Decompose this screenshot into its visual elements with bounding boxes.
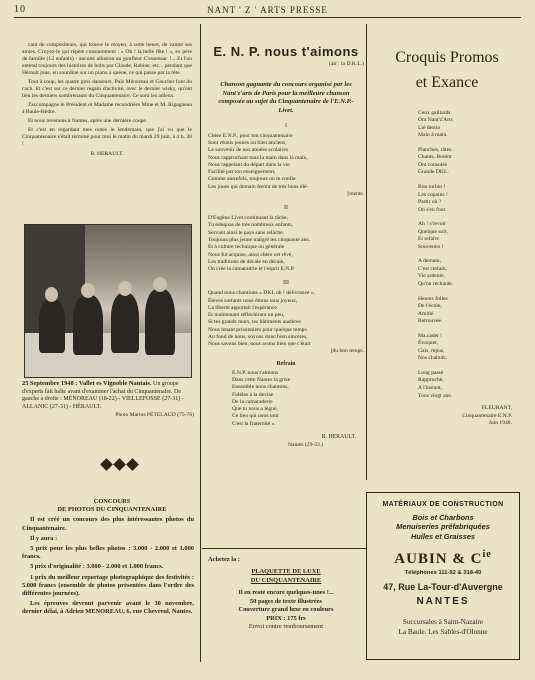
- photo-caption: [22, 380, 194, 419]
- poem-body: Ceux gaillards Ont Nant'z'Arts Lié destin Main à main. Planches, râtes. Chants, Boulot Ont consolés Grande DKL. Bon turbin ! Les copains ! Partir où ? On s'en fout. Ah ! s'revoir Quelque soir, Et refaire Souvenirs ! A demain, C'est certain, Vie ardente, Qu'on rechante. Heures folles De l'école, Amitié Retrouvée. Ma.cadet ! Évoquer, Gais, repus, Nos chahuts. Long passé Rapproché, A l'instant, Tous vingt ans.: [418, 109, 454, 399]
- photo-contest: [22, 498, 194, 618]
- plaquette-title: PLAQUETTE DE LUXE: [251, 568, 321, 576]
- article-paragraph: Et nous revenons à Nantes, après une dernière coupe.: [28, 117, 148, 124]
- plaquette-line: 50 pages de texte illustrées: [249, 597, 323, 605]
- song-signature: R. HERAULT.: [321, 433, 356, 440]
- page-number: 10: [14, 4, 26, 15]
- ad-address: 47, Rue La-Tour-d'Auvergne: [383, 581, 503, 592]
- croquis-poem: [370, 46, 524, 428]
- refrain: E.N.P. nous t'aimons Dans cette Nantes la grise Ensemble nous chantons, Fidèles à la devise De la camaraderie Que tu nous a légué, Ce lien qui nous unit C'est la fraternité ».: [232, 369, 291, 427]
- ad-city: NANTES: [416, 595, 470, 607]
- contest-paragraph: Les épreuves devront parvenir avant le 30 novembre, dernier délai, à Adrien MENOREAU, 6, rue Chevreul, Nantes.: [22, 600, 194, 616]
- song-article: [208, 44, 364, 448]
- article-paragraph: cant de compositeurs, qui trouve le moyen, à cette heure, de vanter ses amies. Croyez-le qui répète constamment : « Oh ! la belle fête ! », ex père de famille (12 enfants) - aucune allusion au gonfleur C'essensac !... Et l'on entend toujours des histoires de bobs par Claude, Rabine, etc... pendant que Hérault joue, en sourdine sur un piano à queue, ce qui passe par la tête.: [22, 42, 192, 76]
- group-photo: [24, 224, 192, 378]
- ad-brand: AUBIN & $C^{ie}$: [394, 548, 492, 567]
- poem-signature: FLEURANT, Cinquantenaire E.N.P. Juin 1948.: [462, 405, 512, 427]
- plaquette-price: PRIX : 175 frs: [266, 614, 306, 622]
- refrain-title: Refrain: [276, 360, 296, 367]
- article-paragraph: Et c'est en regardant mes notes le lendemain, que j'ai vu que le Cinquantenaire s'était terminé pour moi le matin du mardi 29 juin, à 4 h. 30 !: [22, 126, 192, 147]
- contest-paragraph: Il est créé un concours des plus intéressantes photos du Cinquantenaire.: [22, 516, 194, 532]
- verse-2: D'Eugène Livet continuant la tâche, Tu éduquas de très nombreux enfants, Servant ainsi le pays sans relâche. Toujours plus jeune malgré tes cinquante ans. Et à culture technique ou générale Nous fut acquise, ainsi chère cet rêvé, Les traditions de décale en décale, On crée la camaradrie et l'esprit E.N.P.: [208, 215, 310, 273]
- poem-title: Croquis Promos: [395, 49, 499, 66]
- article-paragraph: J'accompagne le Président et Madame recondrière Mme et M. Rigagneau à Baule-Hedre.: [22, 101, 192, 115]
- column-divider-right: [366, 24, 367, 480]
- song-intro: Chanson gagnante du concours organisé par les Nant'z'arts de Paris pour la meilleure chanson composée au sujet du Cinquantenaire de l'E.N.P.-Livet.: [218, 81, 354, 115]
- article-paragraph: Tout à coup, les quatre gros danseurs, Puis Ménoreau et Gaucher font du cach. Et c'est sur ce dernier regain d'activité, avec le dernier wisky, qu'ont lieu les derniers sombrenauts du Cinquantenaire. Ce sont les adieux.: [22, 78, 192, 99]
- column-divider-left: [200, 24, 201, 662]
- song-title: E. N. P. nous t'aimons: [213, 44, 359, 59]
- verse-1: Chère E.N.P., pour ton cinquantenaire Sont réunis jeunes ou bien anciens, Le souvenir de nos années scolaires Nous rapprochant tous la main dans la main, Nous rappelant du départ dans la vie Facilité par ton enseignement, Comme autrefois, toujours on te confie Les joues qui demain feront de très bons élé- [ments.: [208, 132, 364, 197]
- caption-headline: 25 Septembre 1948 : Vallet es Vignoble Nantais.: [22, 380, 152, 387]
- contest-paragraph: Il y aura :: [30, 534, 58, 542]
- header-rule: [14, 17, 521, 18]
- article-continuation: [22, 42, 192, 166]
- contest-title: CONCOURS: [93, 498, 131, 505]
- section-rule: [202, 548, 366, 549]
- caption-body: Un groupe d'experts fait halte avant d'examiner l'achat du Cinquantenaire. De gauche à droite : MÉNOREAU (18-22) - VIELLEFOSSE (27-31) - ALLANIC (27-31) - HÉRAULT.: [22, 381, 184, 411]
- diamond-ornament-icon: [98, 460, 142, 470]
- ad-phone: Téléphones 111-92 & 318-40: [404, 569, 482, 576]
- contest-paragraph: 3 prix d'originalité : 3.000 - 2.000 et 1.000 francs.: [30, 563, 164, 571]
- contest-paragraph: 3 prix pour les plus belles photos : 3.000 - 2.000 et 1.000 francs.: [22, 544, 194, 561]
- plaquette-line: Couverture grand luxe en couleurs: [238, 606, 334, 614]
- plaquette-line: Il en reste encore quelques-unes !...: [238, 589, 334, 597]
- photo-credit: Photo Marius PÉTELAUD (75-76): [115, 411, 194, 418]
- ad-products: Bois et Charbons Menuiseries préfabriquées Huiles et Graisses: [396, 513, 490, 541]
- verse-number: I: [285, 122, 287, 129]
- contest-subtitle: DE PHOTOS DU CINQUANTENAIRE: [57, 506, 167, 514]
- poem-subtitle: et Exance: [415, 73, 479, 91]
- publication-title: NANT ' Z ' ARTS PRESSE: [207, 5, 328, 15]
- ad-branches: Succursales à Saint-Nazaire La Baule. Les Sables-d'Olonne: [398, 617, 488, 637]
- page-header: [12, 4, 523, 18]
- article-signature: R. HERAULT.: [90, 150, 124, 157]
- verse-3: Quand nous chantions « DKL oh ! délivrance », Élèves sortants nous étions tous joyeux, La liberté apportait l'espérance. Et maintenant réfléchirant un peu, Si tes grands murs, tes bâtiments austères Nous tenant prisonniers pour quelque temps. Au fond de nous, soyons donc bien sincères, Nous savons bien, nous avons bien que c'était [du bon temps.: [208, 290, 364, 355]
- plaquette-line: Envoi contre remboursement: [248, 623, 324, 631]
- plaquette-ad: [206, 556, 366, 632]
- plaquette-intro: Achetez la :: [208, 556, 240, 563]
- ad-heading: MATÉRIAUX DE CONSTRUCTION: [382, 501, 504, 508]
- verse-number: II: [284, 205, 288, 212]
- song-air: (air : la D.K.L.): [328, 61, 364, 67]
- verse-number: III: [283, 280, 289, 287]
- song-signature-note: Nantes (29-33.): [288, 441, 324, 448]
- contest-paragraph: 1 prix du meilleur reportage photographique des festivités : 5.000 francs (ensemble de photos présentées dans l'ordre des différentes journées).: [22, 573, 194, 597]
- aubin-advertisement: [366, 492, 520, 660]
- plaquette-subtitle: DU CINQUANTENAIRE: [250, 576, 322, 584]
